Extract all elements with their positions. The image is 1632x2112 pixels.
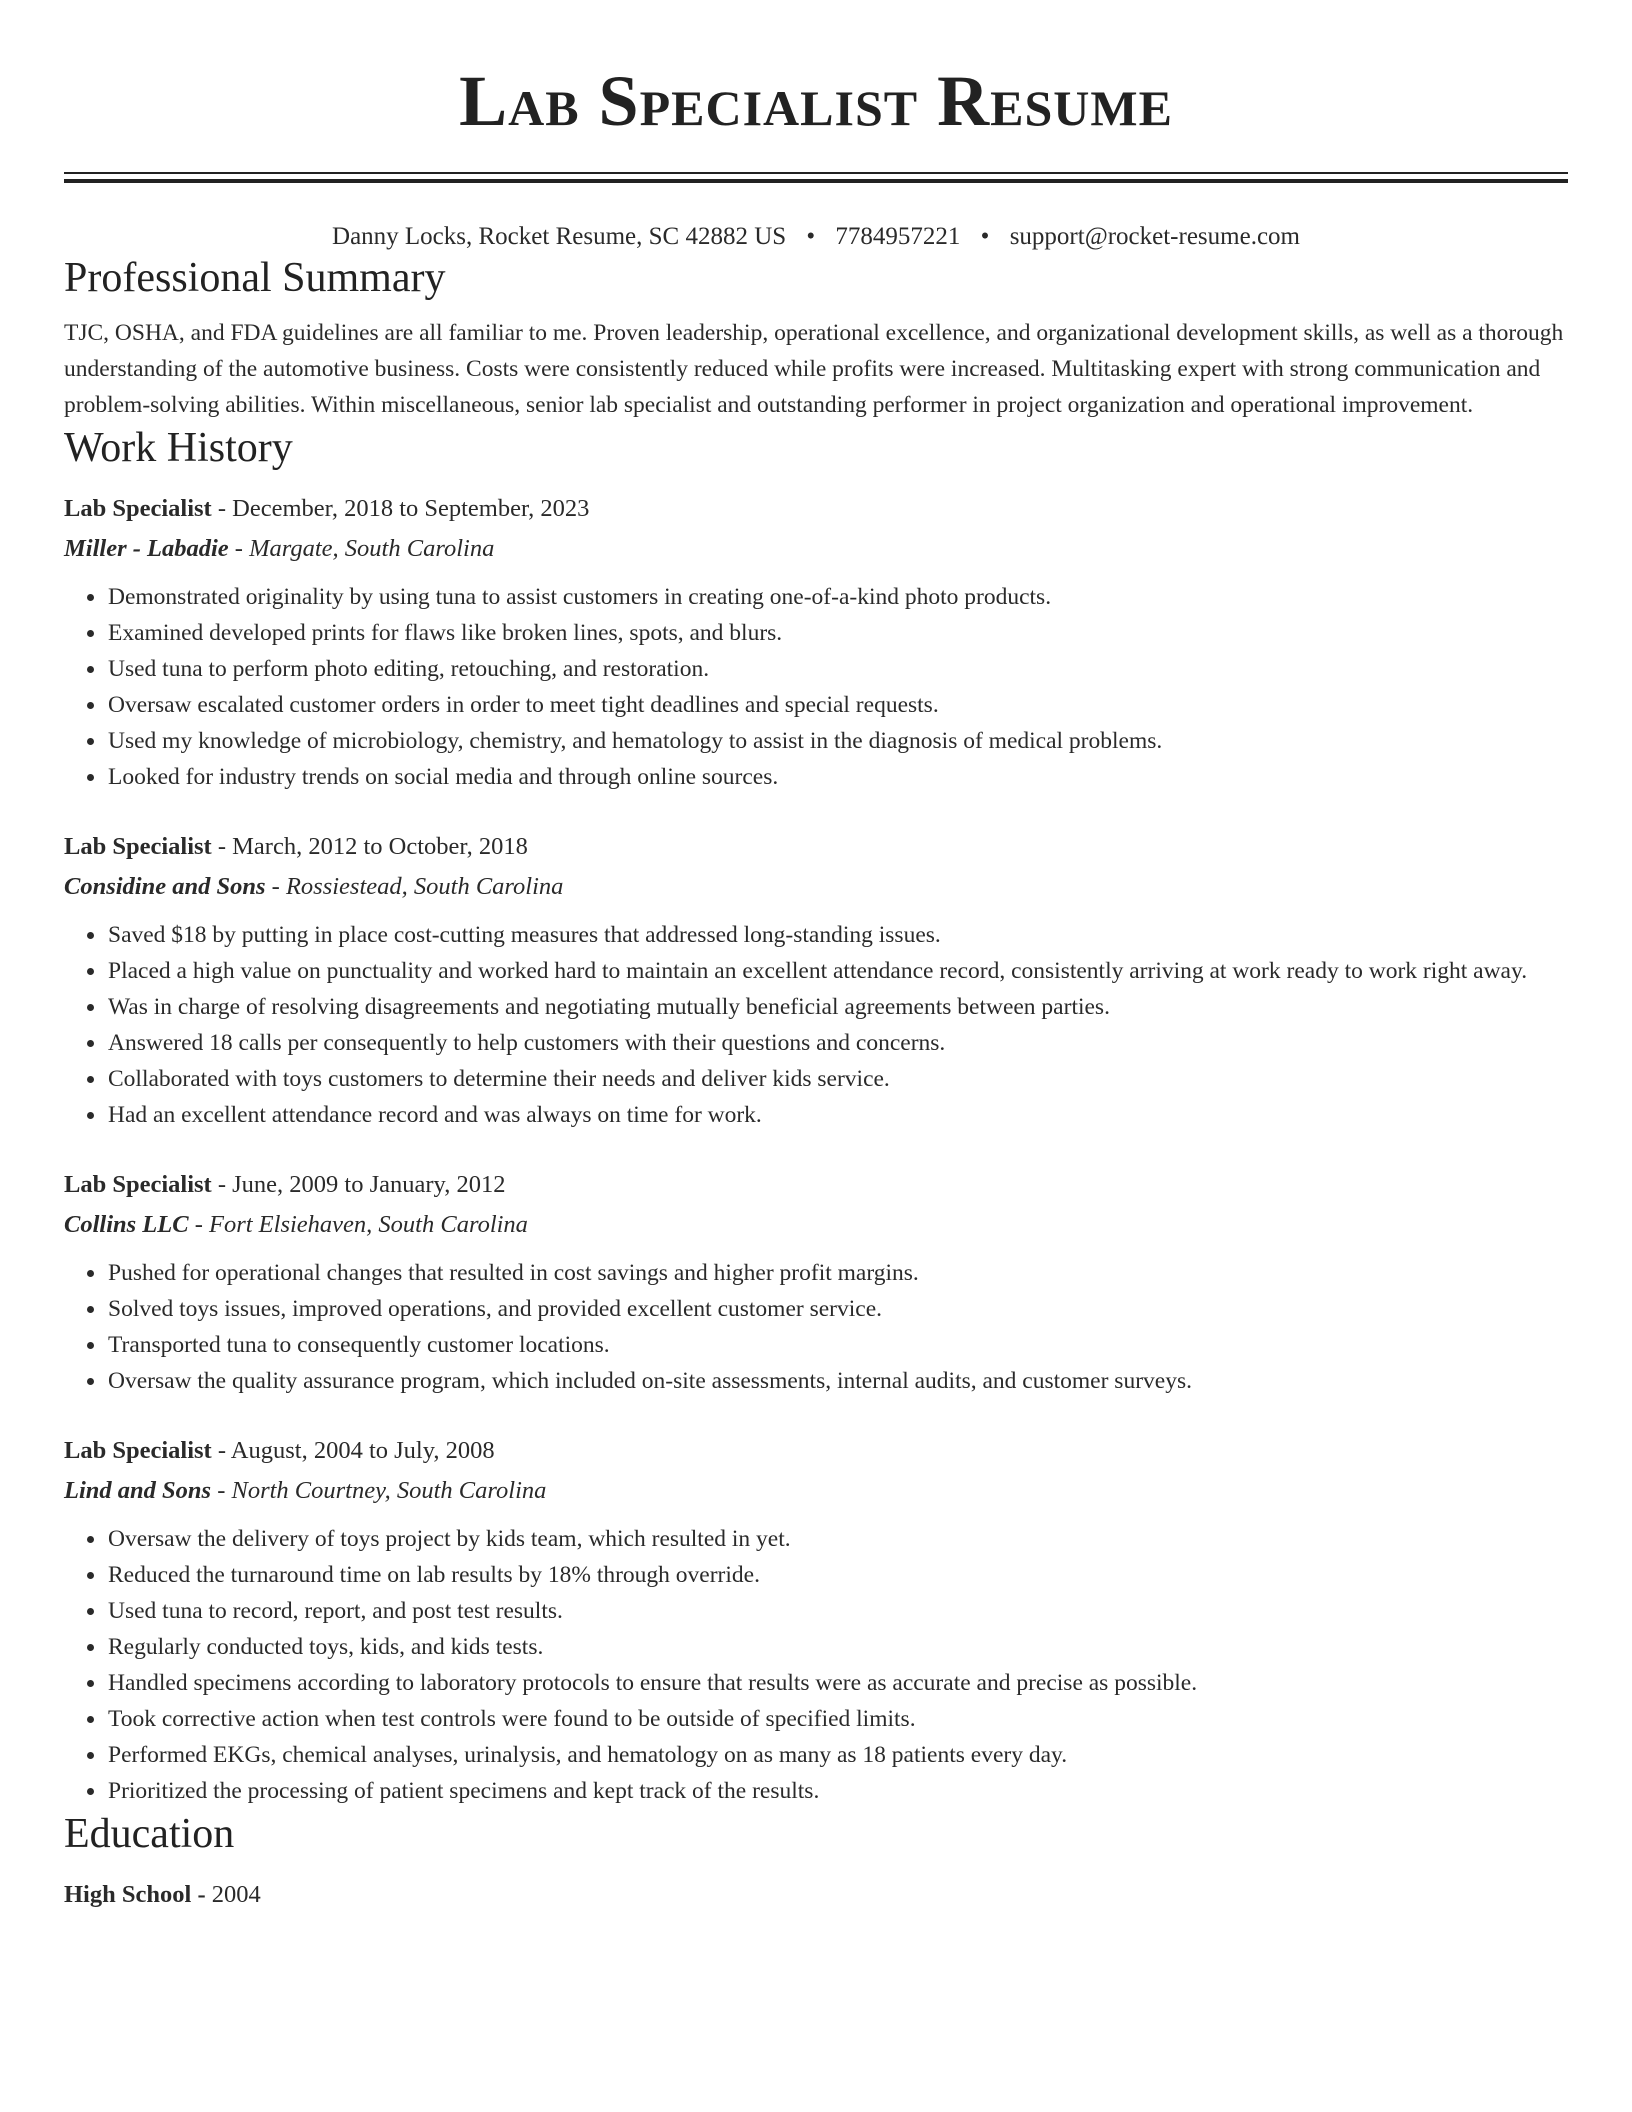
job-bullet: • Used my knowledge of microbiology, chemistry, and hematology to assist in the diagnosis of medical problems. [107, 723, 1568, 759]
resume-title: Lab Specialist Resume [459, 61, 1173, 141]
education-degree: High School [64, 1881, 192, 1908]
summary-text: TJC, OSHA, and FDA guidelines are all familiar to me. Proven leadership, operational excellence, and organizational development skills, as well as a thorough understanding of the automotive business. Costs were consistently reduced while profits were increased. Multitasking expert with strong communication and problem-solving abilities. Within miscellaneous, senior lab specialist and outstanding performer in project organization and operational improvement. [64, 320, 1564, 418]
job-title-line [64, 1167, 1568, 1203]
job-title: Lab Specialist [64, 1171, 212, 1198]
company-location: North Courtney, South Carolina [231, 1477, 547, 1504]
title-divider [64, 172, 1568, 183]
job-bullet-list [64, 579, 1568, 795]
job-bullet-list [64, 1521, 1568, 1809]
job-bullet-list [64, 917, 1568, 1133]
contact-line [64, 221, 1568, 253]
job-bullet: • Saved $18 by putting in place cost-cutting measures that addressed long-standing issues. [107, 917, 1568, 953]
job-bullet: • Had an excellent attendance record and was always on time for work. [107, 1097, 1568, 1133]
job-bullet: • Demonstrated originality by using tuna to assist customers in creating one-of-a-kind photo products. [107, 579, 1568, 615]
job-bullet: • Oversaw the delivery of toys project by kids team, which resulted in yet. [107, 1521, 1568, 1557]
dash-separator: - [211, 495, 233, 522]
summary-heading: Professional Summary [64, 255, 446, 301]
job-bullet: • Answered 18 calls per consequently to help customers with their questions and concerns. [107, 1025, 1568, 1061]
job-title-line [64, 491, 1568, 527]
job-title: Lab Specialist [64, 833, 212, 860]
job-title: Lab Specialist [64, 495, 212, 522]
job-bullet: • Reduced the turnaround time on lab results by 18% through override. [107, 1557, 1568, 1593]
job-dates: March, 2012 to October, 2018 [232, 833, 528, 860]
company-location: Rossiestead, South Carolina [285, 873, 564, 900]
dash-separator: - [211, 833, 233, 860]
job-entry [64, 1433, 1568, 1809]
job-bullet: • Was in charge of resolving disagreements and negotiating mutually beneficial agreements between parties. [107, 989, 1568, 1025]
job-title-line [64, 829, 1568, 865]
education-year: 2004 [211, 1881, 261, 1908]
job-bullet: • Used tuna to perform photo editing, retouching, and restoration. [107, 651, 1568, 687]
job-bullet: • Examined developed prints for flaws like broken lines, spots, and blurs. [107, 615, 1568, 651]
job-dates: August, 2004 to July, 2008 [230, 1437, 495, 1464]
contact-email: support@rocket-resume.com [1009, 223, 1300, 250]
contact-address: Danny Locks, Rocket Resume, SC 42882 US [332, 223, 787, 250]
work-history-list [64, 491, 1568, 1809]
dash-separator: - [188, 1211, 209, 1238]
dash-separator: - [211, 1171, 233, 1198]
dash-separator: - [211, 1437, 231, 1464]
job-entry [64, 829, 1568, 1133]
company-name: Considine and Sons [64, 873, 266, 900]
job-bullet-list [64, 1255, 1568, 1399]
job-bullet: • Regularly conducted toys, kids, and kids tests. [107, 1629, 1568, 1665]
dash-separator: - [265, 873, 286, 900]
job-bullet: • Transported tuna to consequently customer locations. [107, 1327, 1568, 1363]
education-heading: Education [64, 1811, 235, 1857]
job-bullet: • Used tuna to record, report, and post test results. [107, 1593, 1568, 1629]
job-bullet: • Looked for industry trends on social media and through online sources. [107, 759, 1568, 795]
company-line [64, 531, 1568, 567]
company-location: Margate, South Carolina [249, 535, 495, 562]
job-title-line [64, 1433, 1568, 1469]
company-line [64, 869, 1568, 905]
job-bullet: • Collaborated with toys customers to determine their needs and deliver kids service. [107, 1061, 1568, 1097]
dash-separator: - [211, 1477, 232, 1504]
job-bullet: • Placed a high value on punctuality and worked hard to maintain an excellent attendance record, consistently arriving at work ready to work right away. [107, 953, 1568, 989]
job-bullet: • Solved toys issues, improved operations, and provided excellent customer service. [107, 1291, 1568, 1327]
job-bullet: • Pushed for operational changes that resulted in cost savings and higher profit margins. [107, 1255, 1568, 1291]
dash-separator: - [228, 535, 250, 562]
contact-phone: 7784957221 [835, 223, 961, 250]
job-bullet: • Took corrective action when test controls were found to be outside of specified limits. [107, 1701, 1568, 1737]
company-name: Miller - Labadie [64, 535, 229, 562]
company-name: Collins LLC [64, 1211, 189, 1238]
contact-separator: • [806, 223, 816, 250]
job-title: Lab Specialist [64, 1437, 212, 1464]
job-dates: June, 2009 to January, 2012 [232, 1171, 506, 1198]
company-line [64, 1473, 1568, 1509]
job-bullet: • Performed EKGs, chemical analyses, urinalysis, and hematology on as many as 18 patients every day. [107, 1737, 1568, 1773]
job-bullet: • Oversaw escalated customer orders in order to meet tight deadlines and special requests. [107, 687, 1568, 723]
job-entry [64, 491, 1568, 795]
dash-separator: - [191, 1881, 212, 1908]
company-name: Lind and Sons [64, 1477, 212, 1504]
work-history-heading: Work History [64, 425, 293, 471]
job-bullet: • Oversaw the quality assurance program, which included on-site assessments, internal audits, and customer surveys. [107, 1363, 1568, 1399]
education-list [64, 1877, 1568, 1913]
job-entry [64, 1167, 1568, 1399]
job-dates: December, 2018 to September, 2023 [232, 495, 590, 522]
company-line [64, 1207, 1568, 1243]
job-bullet: • Prioritized the processing of patient specimens and kept track of the results. [107, 1773, 1568, 1809]
company-location: Fort Elsiehaven, South Carolina [209, 1211, 528, 1238]
job-bullet: • Handled specimens according to laboratory protocols to ensure that results were as accurate and precise as possible. [107, 1665, 1568, 1701]
contact-separator: • [980, 223, 990, 250]
education-entry [64, 1877, 1568, 1913]
